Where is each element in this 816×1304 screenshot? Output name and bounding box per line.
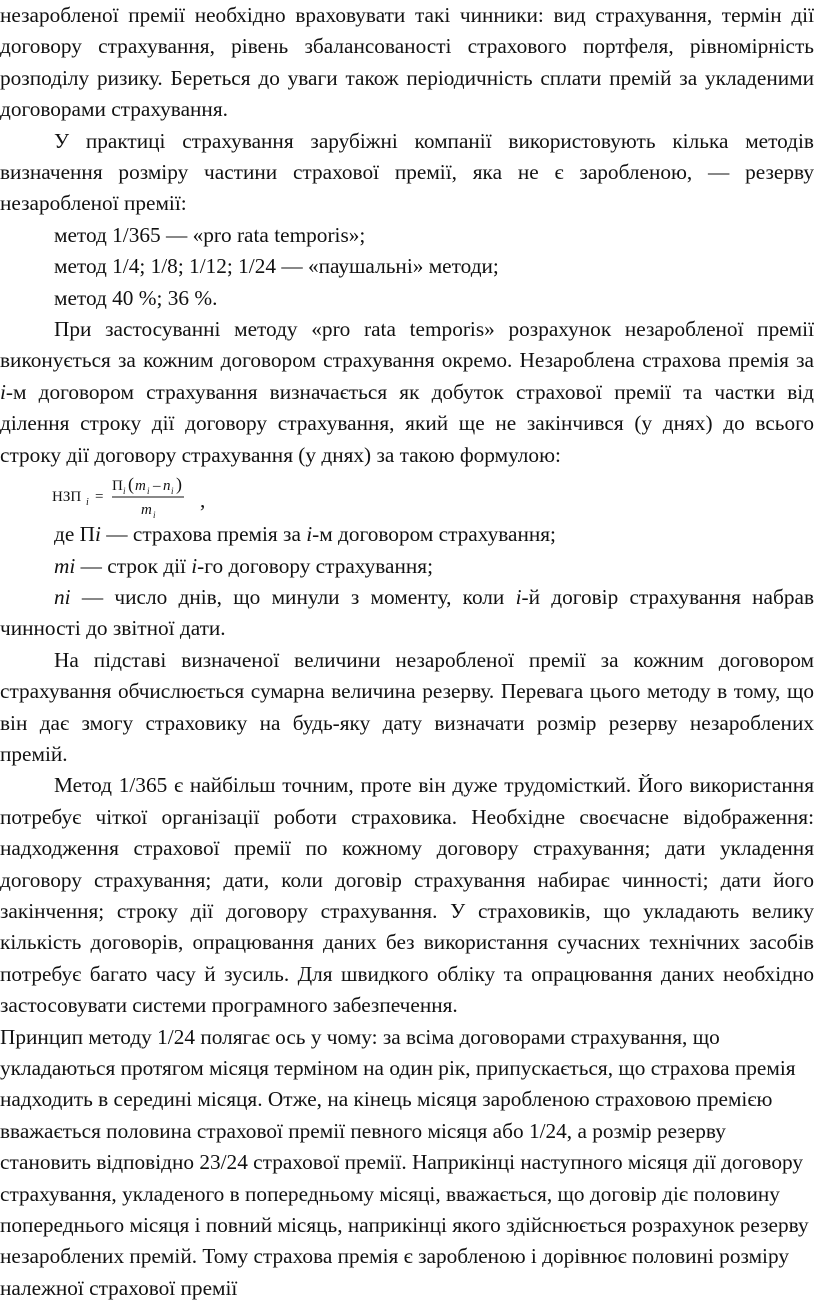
formula-num-pi: П — [112, 478, 123, 495]
definition-2-italic-i: i — [191, 553, 198, 578]
paragraph-1: незаробленої премії необхідно враховувати такі чинники: вид страхування, термін дії договору страхування, рівень збалансованості страхового портфеля, рівномірність розподілу ризику. Береться до уваги також періодичність сплати премій за укладеними договорами страхування. — [0, 3, 814, 122]
formula-comma: , — [200, 488, 206, 513]
method-item-3: метод 40 %; 36 %. — [54, 285, 218, 310]
definition-3-mid: — число днів, що минули з моменту, коли — [70, 584, 516, 609]
paragraph-3-text-b: -м договором страхування визначається як добуток страхової премії та частки від ділення строку дії договору страхування, який ще не закінчився (у днях) до всього строку дії договору страхування (у днях) за такою формулою: — [0, 379, 814, 467]
definition-3 — [0, 582, 814, 645]
definition-1 — [0, 519, 814, 550]
definition-1-pre: де П — [54, 522, 95, 547]
definition-3-italic-i: i — [515, 584, 522, 609]
definition-1-italic-i: i — [95, 522, 101, 547]
definition-2 — [0, 551, 814, 582]
definition-1-mid: — страхова премія за — [100, 522, 307, 547]
method-item-1: метод 1/365 — «pro rata temporis»; — [54, 222, 366, 247]
formula-num-m-sub: i — [147, 486, 150, 497]
paragraph-3-text-a: При застосуванні методу «pro rata temporis» розрахунок незаробленої премії виконується за кожним договором страхування окремо. Незароблена страхова премія за — [0, 317, 814, 373]
paragraph-2: У практиці страхування зарубіжні компанії використовують кілька методів визначення розміру частини страхової премії, яка не є заробленою, — резерву незаробленої премії: — [0, 128, 814, 216]
formula-paren-open: ( — [128, 474, 134, 495]
paragraph-5: Метод 1/365 є найбільш точним, проте він дуже трудомісткий. Його використання потребує чіткої організації роботи страховика. Необхідне своєчасне відображення: надходження страхової премії по кожному договору страхування; дати укладення договору страхування; дати, коли договір страхування набирає чинності; дати його закінчення; строку дії договору страхування. У страховиків, що укладають велику кількість договорів, опрацювання даних без використання сучасних технічних засобів потребує багато часу й зусиль. Для швидкого обліку та опрацювання даних необхідно застосовувати системи програмного забезпечення. — [0, 773, 814, 1018]
method-item-2: метод 1/4; 1/8; 1/12; 1/24 — «паушальні» методи; — [54, 254, 499, 279]
formula-den-m-sub: i — [153, 510, 156, 520]
formula-num-n-sub: i — [171, 486, 174, 497]
formula-lhs-sub: i — [86, 497, 89, 509]
formula-lhs: НЗП — [52, 489, 82, 506]
formula-minus: – — [153, 478, 161, 495]
definition-1-post: -м договором страхування; — [312, 522, 556, 547]
definition-2-italic-mi: mi — [54, 553, 76, 578]
paragraph-3 — [0, 314, 814, 471]
paragraph-4: На підставі визначеної величини незаробленої премії за кожним договором страхування обчислюється сумарна величина резерву. Перевага цього методу в тому, що він дає змогу страховику на будь-яку дату визначати розмір резерву незароблених премій. — [0, 647, 814, 766]
formula-den-m: m — [141, 502, 152, 519]
formula-graphic — [50, 471, 200, 519]
formula-paren-close: ) — [176, 474, 182, 495]
definition-3-italic-ni: ni — [54, 584, 71, 609]
definition-3-post: -й договір страхування набрав чинності до звітної дати. — [0, 584, 814, 641]
definition-2-post: -го договору страхування; — [197, 553, 434, 578]
formula-nzp — [0, 471, 814, 519]
formula-num-pi-sub: i — [123, 486, 126, 497]
formula-equals: = — [95, 489, 104, 506]
definition-1-italic-i2: i — [306, 522, 313, 547]
paragraph-3-italic-i: i — [0, 379, 6, 404]
formula-num-n: n — [163, 478, 171, 495]
paragraph-6: Принцип методу 1/24 полягає ось у чому: за всіма договорами страхування, що укладаються протягом місяця терміном на один рік, припускається, що страхова премія надходить в середині місяця. Отже, на кінець місяця заробленою страховою премією вважається половина страхової премії певного місяця або 1/24, а розмір резерву становить відповідно 23/24 страхової премії. Наприкінці наступного місяця дії договору страхування, укладеного в попередньому місяці, вважається, що договір діє половину попереднього місяця і повний місяць, наприкінці якого здійснюється розрахунок резерву незароблених премій. Тому страхова премія є заробленою і дорівнює половині розміру належної страхової премії — [0, 1024, 809, 1300]
formula-num-m: m — [135, 478, 146, 495]
definition-2-mid: — строк дії — [75, 553, 192, 578]
